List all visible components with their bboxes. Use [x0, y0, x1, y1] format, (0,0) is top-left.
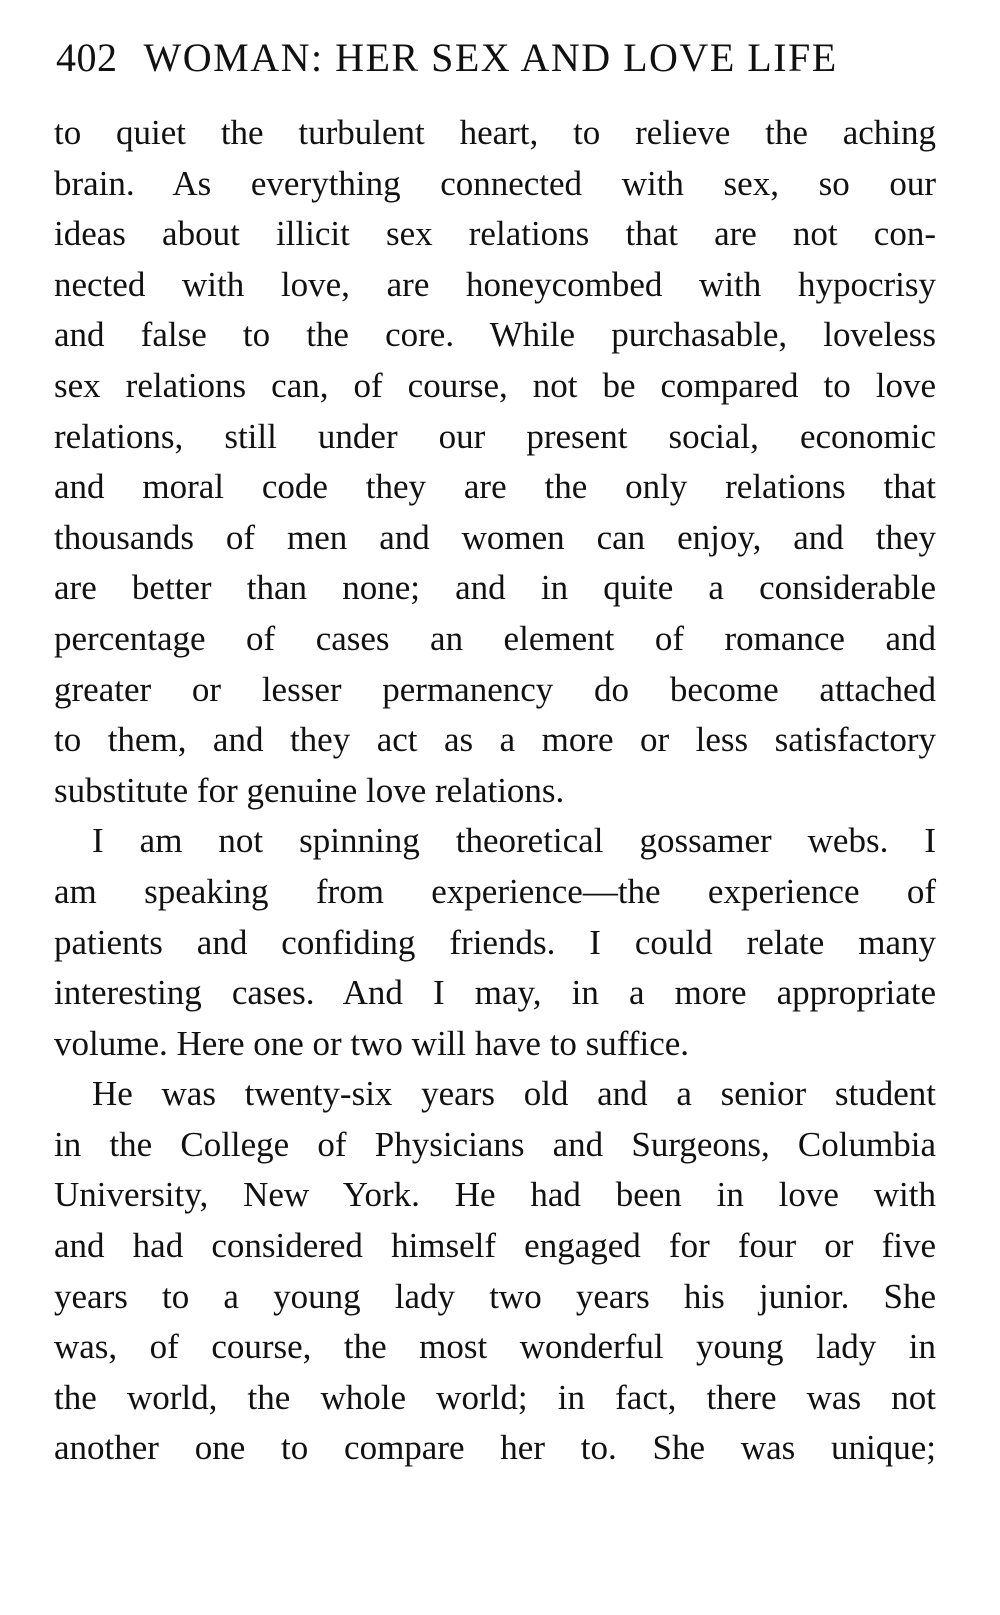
- paragraph-2: [54, 816, 936, 1069]
- text-line: another one to compare her to. She was unique;: [54, 1428, 936, 1468]
- text-line: patients and confiding friends. I could relate many: [54, 922, 936, 962]
- text-line: volume. Here one or two will have to suffice.: [54, 1023, 690, 1063]
- text-line: substitute for genuine love relations.: [54, 770, 565, 810]
- text-line: are better than none; and in quite a considerable: [54, 568, 936, 608]
- text-line: am speaking from experience—the experience of: [54, 871, 936, 911]
- text-line: thousands of men and women can enjoy, and they: [54, 517, 936, 557]
- text-line: years to a young lady two years his junior. She: [54, 1276, 936, 1316]
- text-line: relations, still under our present social, economic: [54, 416, 936, 456]
- text-line: He was twenty-six years old and a senior student: [92, 1074, 936, 1114]
- text-line: the world, the whole world; in fact, there was not: [54, 1377, 936, 1417]
- text-line: to quiet the turbulent heart, to relieve the aching: [54, 113, 936, 152]
- page-number: 402: [56, 35, 118, 80]
- text-line: sex relations can, of course, not be compared to love: [54, 365, 936, 405]
- text-line: greater or lesser permanency do become attached: [54, 669, 936, 709]
- text-line: and false to the core. While purchasable, loveless: [54, 315, 936, 355]
- body-text: [54, 108, 936, 1474]
- text-line: brain. As everything connected with sex, so our: [54, 163, 936, 203]
- text-line: nected with love, are honeycombed with hypocrisy: [54, 264, 936, 304]
- text-line: ideas about illicit sex relations that are not con-: [54, 214, 936, 254]
- text-line: was, of course, the most wonderful young lady in: [54, 1327, 936, 1367]
- paragraph-1: [54, 108, 936, 816]
- running-head: [56, 28, 936, 88]
- paragraph-3: [54, 1069, 936, 1474]
- text-line: to them, and they act as a more or less satisfactory: [54, 720, 936, 760]
- text-line: in the College of Physicians and Surgeons, Columbia: [54, 1124, 936, 1164]
- text-line: interesting cases. And I may, in a more appropriate: [54, 973, 936, 1013]
- text-line: University, New York. He had been in love with: [54, 1175, 936, 1215]
- text-line: percentage of cases an element of romance and: [54, 618, 936, 658]
- text-line: and had considered himself engaged for four or five: [54, 1226, 936, 1266]
- running-title: WOMAN: HER SEX AND LOVE LIFE: [143, 35, 838, 80]
- text-line: and moral code they are the only relations that: [54, 467, 936, 507]
- text-line: I am not spinning theoretical gossamer webs. I: [92, 821, 936, 861]
